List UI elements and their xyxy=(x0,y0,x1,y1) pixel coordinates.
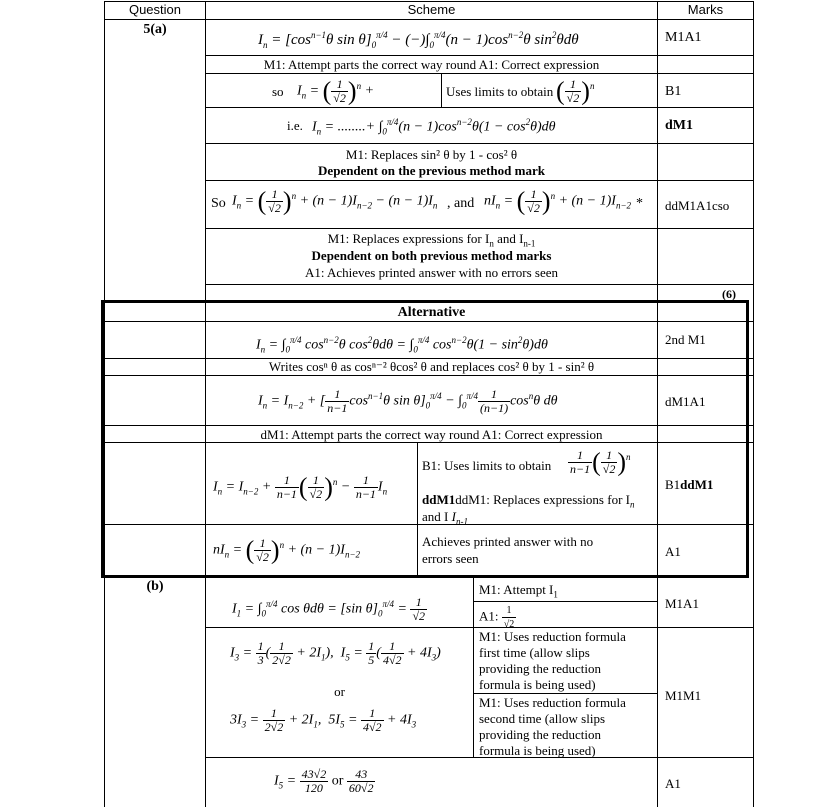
header-marks: Marks xyxy=(687,2,724,17)
ddm1-note: ddM1ddM1: Replaces expressions for $I_n$ xyxy=(422,492,635,510)
note-r7-3: A1: Achieves printed answer with no errors seen xyxy=(304,265,559,280)
eq-a5b: $\frac{1}{n-1}$ ( $\frac{1}{√2}$ )$^n$ xyxy=(570,447,631,477)
and-text: , and xyxy=(447,196,475,211)
mark-r1: M1A1 xyxy=(665,30,702,45)
note-b2-4: M1: Uses reduction formula xyxy=(479,695,626,710)
alternative-title: Alternative xyxy=(397,305,466,320)
eq-b3: $I_5$ = $\frac{43√2}{120}$ or $\frac{43}{60√2}$ xyxy=(274,767,374,795)
note-b2-5: second time (allow slips xyxy=(479,711,606,726)
question-label-5b: (b) xyxy=(146,579,164,594)
row-sep xyxy=(205,107,754,108)
eq-r3b: ( $\frac{1}{√2}$ )$^n$ xyxy=(556,76,595,106)
note-r7-1: M1: Replaces expressions for $I_n$ and $I_{n-1}$ xyxy=(327,231,536,249)
header-scheme: Scheme xyxy=(407,2,456,17)
inner-divider xyxy=(441,73,442,107)
eq-r6: $I_n$ = ( $\frac{1}{√2}$ )$^n + (n - 1)I_{n-2} - (n - 1)I_n$ xyxy=(232,186,438,216)
eq-b2a: $I_3$ = $\frac{1}{3}$ ( $\frac{1}{2√2}$ + $2I_1$), $I_5$ = $\frac{1}{5}$ ( $\frac{1}{4√2}$ + $4I_3$) xyxy=(230,639,441,667)
ie-label: i.e. xyxy=(287,118,303,133)
eq-b1: $I_1 = \int_0^{\pi/4}$ cos θdθ = [sin $\theta]_0^{\pi/4}$ = $\frac{1}{√2}$ xyxy=(232,595,426,623)
mark-b3: A1 xyxy=(665,776,681,791)
eq-r6b: $nI_n$ = ( $\frac{1}{√2}$ )$^n + (n - 1)I_{n-2}$ xyxy=(484,186,632,216)
note-r5-2: Dependent on the previous method mark xyxy=(318,163,545,178)
eq-a3: $I_n = I_{n-2}$ + [ $\frac{1}{n-1}$ $\cos^{n-1}\theta$ $\sin \theta]_0^{\pi/4} - \int_0^{\pi/4}$ $\frac{1}{(n-1)}$ $\cos^n\theta$ dθ xyxy=(258,387,558,415)
mark-b2: M1M1 xyxy=(665,688,702,703)
row-sep xyxy=(205,284,754,285)
mark-b1: M1A1 xyxy=(665,596,699,611)
eq-r4: $I_n$ = ........+ $\int_0^{\pi/4}(n - 1)\cos^{n-2}\theta(1 - \cos^2\theta)d\theta$ xyxy=(312,117,556,137)
mark-r4: dM1 xyxy=(665,118,693,133)
b1-note: B1: Uses limits to obtain xyxy=(422,458,552,473)
note-b2-1: first time (allow slips xyxy=(479,645,590,660)
ddm1-note-2: and I $I_{n-1}$ xyxy=(422,509,468,527)
row-sep xyxy=(205,73,754,74)
mark-a5: B1ddM1 xyxy=(665,477,714,492)
total-marks: (6) xyxy=(722,287,736,301)
note-b1-1: M1: Attempt $I_1$ xyxy=(479,582,558,600)
inner-divider xyxy=(473,576,474,757)
note-a4: dM1: Attempt parts the correct way round A1: Correct expression xyxy=(260,427,603,442)
mark-r3: B1 xyxy=(665,84,682,99)
note-b2-6: providing the reduction xyxy=(479,727,602,742)
note-a2: Writes cosⁿ θ as cosⁿ⁻² θcos² θ and replaces cos² θ by 1 - sin² θ xyxy=(268,359,595,374)
eq-a1: $I_n = \int_0^{\pi/4}$ $\cos^{n-2}\theta$ $\cos^2\theta d\theta = \int_0^{\pi/4}$ $\cos^{n-2}\theta(1 - \sin^2\theta)d\theta$ xyxy=(256,335,548,355)
eq-a5: $I_n = I_{n-2}$ + $\frac{1}{n-1}$ ( $\frac{1}{√2}$ )$^n$ − $\frac{1}{n-1}$ $I_n$ xyxy=(213,472,388,502)
so-label-2: So xyxy=(211,196,226,211)
note-r7-2: Dependent on both previous method marks xyxy=(311,248,552,263)
note-b2-7: formula is being used) xyxy=(479,743,596,758)
col-right-border xyxy=(753,1,754,807)
note-r2: M1: Attempt parts the correct way round A1: Correct expression xyxy=(263,57,600,72)
question-label-5a: 5(a) xyxy=(143,22,167,37)
row-sep xyxy=(205,180,754,181)
eq-b2b: $3I_3$ = $\frac{1}{2√2}$ + $2I_1$, $5I_5$ = $\frac{1}{4√2}$ + $4I_3$ xyxy=(230,706,417,734)
eq-a6: $nI_n$ = ( $\frac{1}{√2}$ )$^n + (n - 1)I_{n-2}$ xyxy=(213,535,361,565)
note-sep xyxy=(473,693,658,694)
star: * xyxy=(636,196,643,211)
mark-r6: ddM1A1cso xyxy=(665,198,730,213)
header-question: Question xyxy=(128,2,182,17)
note-a6-1: Achieves printed answer with no xyxy=(422,534,594,549)
so-label: so xyxy=(272,84,284,99)
row-sep xyxy=(205,228,754,229)
mark-a1: 2nd M1 xyxy=(665,332,706,347)
note-b1-2: A1: $\frac{1}{√2}$ xyxy=(479,605,515,630)
note-a6-2: errors seen xyxy=(422,551,479,566)
mark-a6: A1 xyxy=(665,544,681,559)
note-b2-0: M1: Uses reduction formula xyxy=(479,629,626,644)
note-r5-1: M1: Replaces sin² θ by 1 - cos² θ xyxy=(345,147,518,162)
eq-r3: $I_n$ = ( $\frac{1}{√2}$ )$^n$ + xyxy=(297,76,375,106)
or-b2: or xyxy=(334,684,345,699)
uses-limits-text: Uses limits to obtain xyxy=(446,84,554,99)
eq-r1: $I_n = [\cos^{n-1}\theta$ $\sin \theta]_0^{\pi/4} - (-)\int_0^{\pi/4}(n - 1)\cos^{n-2}\theta$ $\sin^2\theta d\theta$ xyxy=(258,30,579,50)
note-b2-3: formula is being used) xyxy=(479,677,596,692)
mark-a3: dM1A1 xyxy=(665,394,706,409)
row-sep xyxy=(205,143,754,144)
row-sep xyxy=(205,55,754,56)
note-b2-2: providing the reduction xyxy=(479,661,602,676)
